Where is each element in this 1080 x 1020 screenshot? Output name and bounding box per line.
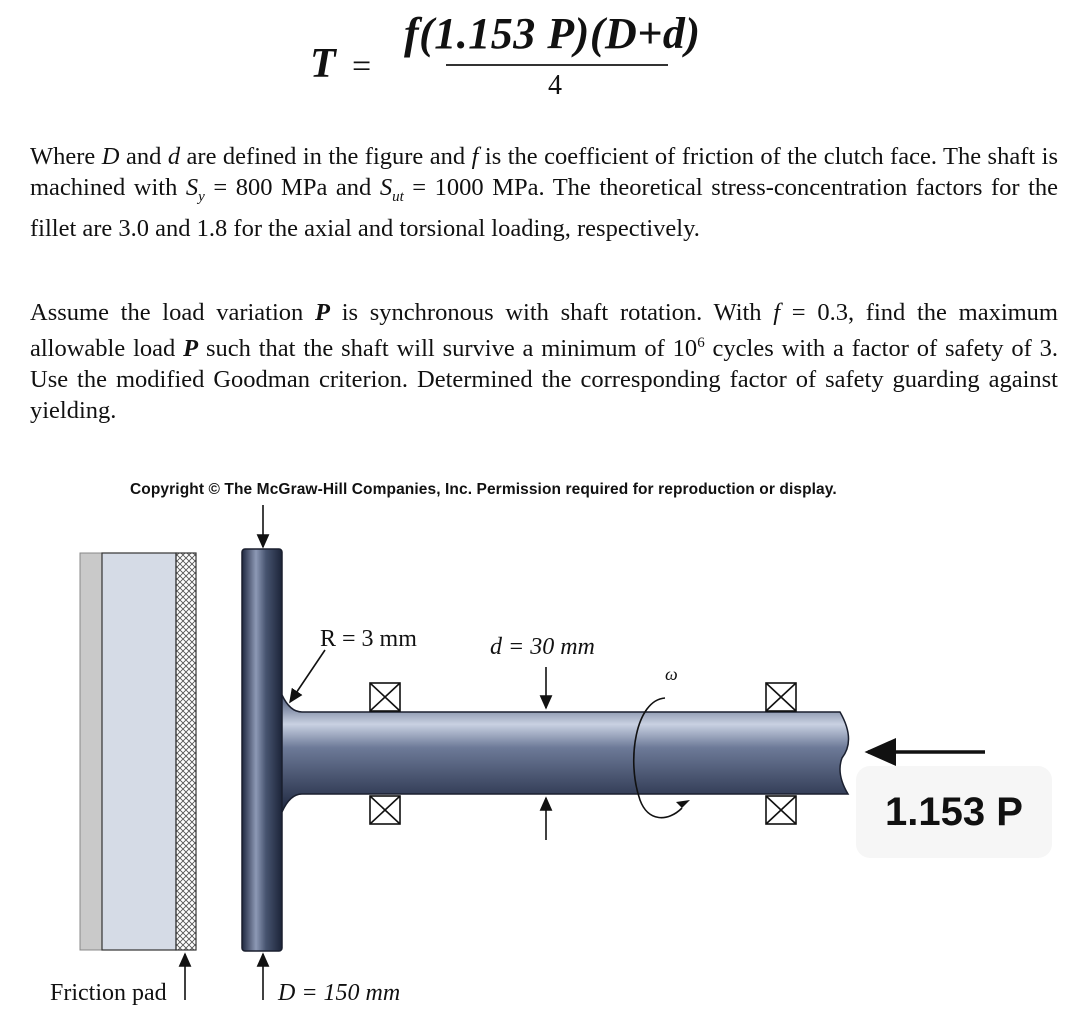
axial-load-label: 1.153 P (856, 766, 1052, 858)
friction-pad (176, 553, 196, 950)
formula-denominator: 4 (548, 70, 562, 101)
omega-label: ω (665, 664, 678, 684)
formula-equals: = (352, 48, 372, 85)
flange-diameter-label: D = 150 mm (278, 980, 401, 1006)
shaft (282, 695, 849, 812)
fillet-radius-label: R = 3 mm (320, 626, 417, 652)
rotation-arrow-head (676, 800, 690, 808)
problem-paragraph-1: Where D and d are defined in the figure and f is the coefficient of friction of the clutch face. The shaft is machined with $S_y = 800$ MPa and $S_{ut} = 1000$ MPa. The theoretical stress-concentration factors for the fillet are 3.0 and 1.8 for the axial and torsional loading, respectively. (30, 143, 1059, 242)
shaft-diameter-label: d = 30 mm (490, 634, 595, 660)
formula-lhs: T (310, 41, 336, 87)
problem-paragraph-2: Assume the load variation P is synchronous with shaft rotation. With f = 0.3, find the maximum allowable load P such that the shaft will survive a minimum of $10^6$ cycles with a factor of safety of 3. Use the modified Goodman criterion. Determined the corresponding factor of safety guarding against yielding. (30, 299, 1058, 425)
pressure-plate (102, 553, 176, 950)
bearing-right-bottom (766, 796, 796, 824)
wall-plate (80, 553, 102, 950)
bearing-left-bottom (370, 796, 400, 824)
clutch-flange (242, 549, 282, 951)
figure-copyright: Copyright © The McGraw-Hill Companies, Inc. Permission required for reproduction or display. (130, 481, 837, 498)
friction-pad-label: Friction pad (50, 980, 167, 1006)
formula-numerator: f(1.153 P)(D+d) (404, 9, 701, 58)
fillet-radius-leader (290, 650, 325, 702)
bearing-right-top (766, 683, 796, 711)
bearing-left-top (370, 683, 400, 711)
